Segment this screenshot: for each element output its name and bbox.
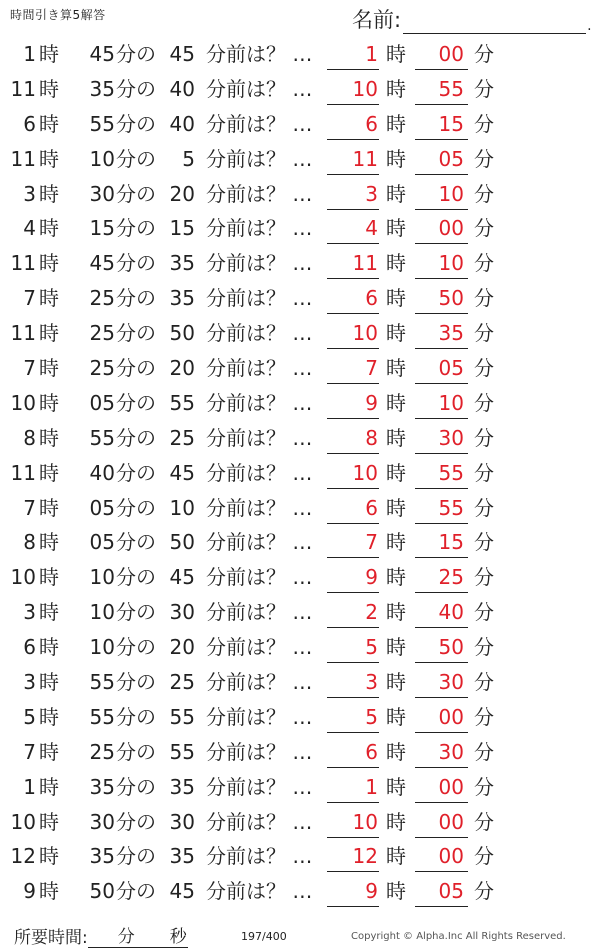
hour-unit: 時 [39,565,59,590]
question-minute: 30 [89,181,115,206]
before-label: 分前は？ … [206,879,313,904]
minute-of-label: 分の [116,774,156,799]
problem-row [0,492,600,527]
before-label: 分前は？ … [206,321,313,346]
minute-of-label: 分の [116,181,156,206]
answer-minute: 00 [438,704,464,729]
minute-of-label: 分の [116,321,156,346]
question-minute: 30 [89,809,115,834]
question-hour: 7 [23,356,36,381]
minute-of-label: 分の [116,251,156,276]
answer-hour-unit: 時 [386,321,406,346]
answer-minute: 25 [438,565,464,590]
subtract-minutes: 10 [169,495,195,520]
hour-unit: 時 [39,879,59,904]
subtract-minutes: 45 [169,42,195,66]
before-label: 分前は？ … [206,425,313,450]
problem-row [0,596,600,631]
question-minute: 10 [89,600,115,625]
question-minute: 35 [89,774,115,799]
subtract-minutes: 40 [169,76,195,101]
answer-minute-unit: 分 [474,739,494,764]
answer-minute: 55 [438,460,464,485]
hour-unit: 時 [39,425,59,450]
answer-hour: 11 [352,146,378,171]
subtract-minutes: 25 [169,425,195,450]
answer-hour: 7 [365,356,378,381]
minute-of-label: 分の [116,739,156,764]
before-label: 分前は？ … [206,111,313,136]
answer-minute-unit: 分 [474,460,494,485]
minute-of-label: 分の [116,356,156,381]
question-minute: 55 [89,704,115,729]
answer-hour: 5 [365,704,378,729]
answer-hour: 9 [365,390,378,415]
answer-minute: 40 [438,600,464,625]
answer-minute-unit: 分 [474,390,494,415]
before-label: 分前は？ … [206,216,313,241]
hour-unit: 時 [39,844,59,869]
answer-hour: 9 [365,879,378,904]
subtract-minutes: 35 [169,774,195,799]
problem-row [0,561,600,596]
answer-minute: 50 [438,635,464,660]
before-label: 分前は？ … [206,146,313,171]
subtract-minutes: 55 [169,390,195,415]
hour-unit: 時 [39,76,59,101]
answer-hour: 10 [352,321,378,346]
answer-minute-unit: 分 [474,809,494,834]
before-label: 分前は？ … [206,670,313,695]
answer-hour: 1 [365,774,378,799]
subtract-minutes: 45 [169,879,195,904]
answer-hour-unit: 時 [386,76,406,101]
hour-unit: 時 [39,146,59,171]
answer-minute: 05 [438,879,464,904]
question-hour: 8 [23,530,36,555]
answer-minute-unit: 分 [474,600,494,625]
answer-hour: 12 [352,844,378,869]
answer-minute: 00 [438,809,464,834]
subtract-minutes: 30 [169,600,195,625]
answer-minute-unit: 分 [474,111,494,136]
question-minute: 55 [89,111,115,136]
answer-hour-unit: 時 [386,530,406,555]
before-label: 分前は？ … [206,704,313,729]
subtract-minutes: 20 [169,181,195,206]
before-label: 分前は？ … [206,495,313,520]
before-label: 分前は？ … [206,356,313,381]
question-minute: 50 [89,879,115,904]
problem-row [0,736,600,771]
minute-of-label: 分の [116,809,156,834]
answer-minute: 15 [438,530,464,555]
problem-row [0,666,600,701]
hour-unit: 時 [39,356,59,381]
before-label: 分前は？ … [206,844,313,869]
answer-hour: 1 [365,42,378,66]
minute-of-label: 分の [116,600,156,625]
subtract-minutes: 5 [182,146,195,171]
problem-row [0,178,600,213]
answer-hour-unit: 時 [386,774,406,799]
hour-unit: 時 [39,390,59,415]
answer-minute: 55 [438,76,464,101]
problem-row [0,806,600,841]
hour-unit: 時 [39,251,59,276]
problem-row [0,108,600,143]
answer-hour: 3 [365,670,378,695]
question-hour: 7 [23,495,36,520]
question-minute: 40 [89,460,115,485]
question-minute: 05 [89,390,115,415]
question-hour: 10 [10,809,36,834]
question-hour: 4 [23,216,36,241]
hour-unit: 時 [39,530,59,555]
problem-row [0,457,600,492]
hour-unit: 時 [39,774,59,799]
question-minute: 25 [89,739,115,764]
question-minute: 05 [89,530,115,555]
problem-row [0,701,600,736]
name-label: 名前: [352,8,402,32]
minute-of-label: 分の [116,286,156,311]
hour-unit: 時 [39,321,59,346]
question-minute: 35 [89,76,115,101]
answer-hour-unit: 時 [386,216,406,241]
answer-minute-unit: 分 [474,844,494,869]
before-label: 分前は？ … [206,809,313,834]
before-label: 分前は？ … [206,565,313,590]
answer-hour: 10 [352,460,378,485]
answer-minute: 10 [438,181,464,206]
time-taken-label: 所要時間: [14,928,88,948]
before-label: 分前は？ … [206,181,313,206]
minute-of-label: 分の [116,844,156,869]
answer-minute-unit: 分 [474,321,494,346]
problem-row [0,317,600,352]
answer-hour-unit: 時 [386,286,406,311]
answer-hour: 2 [365,600,378,625]
minute-of-label: 分の [116,635,156,660]
answer-hour: 8 [365,425,378,450]
problem-row [0,282,600,317]
answer-minute-unit: 分 [474,181,494,206]
answer-minute-unit: 分 [474,495,494,520]
question-hour: 11 [10,251,36,276]
answer-minute-unit: 分 [474,635,494,660]
hour-unit: 時 [39,42,59,66]
question-minute: 25 [89,286,115,311]
answer-hour-unit: 時 [386,146,406,171]
answer-minute-unit: 分 [474,565,494,590]
before-label: 分前は？ … [206,600,313,625]
subtract-minutes: 25 [169,670,195,695]
answer-hour-unit: 時 [386,670,406,695]
answer-minute: 15 [438,111,464,136]
answer-minute-unit: 分 [474,216,494,241]
subtract-minutes: 35 [169,286,195,311]
subtract-minutes: 45 [169,460,195,485]
name-field [352,4,592,34]
before-label: 分前は？ … [206,460,313,485]
question-hour: 9 [23,879,36,904]
answer-hour: 11 [352,251,378,276]
answer-minute: 35 [438,321,464,346]
subtract-minutes: 35 [169,844,195,869]
question-minute: 15 [89,216,115,241]
question-hour: 7 [23,286,36,311]
answer-hour: 6 [365,111,378,136]
answer-hour: 6 [365,495,378,520]
minute-of-label: 分の [116,76,156,101]
question-hour: 5 [23,704,36,729]
answer-minute: 30 [438,425,464,450]
hour-unit: 時 [39,635,59,660]
answer-minute-unit: 分 [474,425,494,450]
answer-hour-unit: 時 [386,42,406,66]
question-hour: 10 [10,390,36,415]
problem-row [0,771,600,806]
minute-of-label: 分の [116,146,156,171]
minutes-unit: 分 [117,927,135,947]
minute-of-label: 分の [116,216,156,241]
hour-unit: 時 [39,670,59,695]
time-taken-blank[interactable] [88,927,188,948]
minute-of-label: 分の [116,879,156,904]
hour-unit: 時 [39,704,59,729]
answer-minute: 00 [438,216,464,241]
answer-hour-unit: 時 [386,390,406,415]
question-hour: 12 [10,844,36,869]
question-minute: 10 [89,565,115,590]
problem-list [0,38,600,910]
problem-row [0,875,600,910]
answer-minute-unit: 分 [474,530,494,555]
answer-minute-unit: 分 [474,774,494,799]
question-minute: 10 [89,635,115,660]
answer-hour-unit: 時 [386,460,406,485]
problem-row [0,143,600,178]
answer-hour: 10 [352,76,378,101]
before-label: 分前は？ … [206,530,313,555]
question-hour: 11 [10,76,36,101]
answer-hour-unit: 時 [386,251,406,276]
answer-minute: 00 [438,774,464,799]
question-hour: 1 [23,774,36,799]
question-hour: 3 [23,670,36,695]
answer-minute: 30 [438,739,464,764]
question-hour: 10 [10,565,36,590]
answer-minute-unit: 分 [474,42,494,66]
hour-unit: 時 [39,809,59,834]
copyright: Copyright © Alpha.Inc All Rights Reserved. [351,931,566,942]
question-minute: 05 [89,495,115,520]
answer-hour: 3 [365,181,378,206]
problem-row [0,38,600,73]
question-hour: 11 [10,460,36,485]
question-minute: 25 [89,321,115,346]
problem-row [0,212,600,247]
minute-of-label: 分の [116,530,156,555]
question-minute: 45 [89,251,115,276]
name-end-mark: . [587,18,592,34]
answer-hour: 7 [365,530,378,555]
problem-row [0,387,600,422]
hour-unit: 時 [39,286,59,311]
question-minute: 45 [89,42,115,66]
hour-unit: 時 [39,216,59,241]
before-label: 分前は？ … [206,286,313,311]
subtract-minutes: 55 [169,704,195,729]
answer-hour-unit: 時 [386,600,406,625]
before-label: 分前は？ … [206,42,313,66]
minute-of-label: 分の [116,670,156,695]
question-hour: 11 [10,321,36,346]
minute-of-label: 分の [116,495,156,520]
problem-row [0,352,600,387]
problem-row [0,526,600,561]
answer-hour: 6 [365,739,378,764]
answer-minute: 55 [438,495,464,520]
problem-row [0,73,600,108]
subtract-minutes: 55 [169,739,195,764]
answer-hour: 4 [365,216,378,241]
hour-unit: 時 [39,181,59,206]
before-label: 分前は？ … [206,251,313,276]
minute-of-label: 分の [116,42,156,66]
answer-minute-unit: 分 [474,251,494,276]
question-hour: 3 [23,600,36,625]
answer-minute-unit: 分 [474,146,494,171]
answer-hour-unit: 時 [386,809,406,834]
problem-row [0,840,600,875]
answer-hour-unit: 時 [386,565,406,590]
problem-row [0,247,600,282]
answer-minute: 30 [438,670,464,695]
problem-row [0,631,600,666]
before-label: 分前は？ … [206,390,313,415]
before-label: 分前は？ … [206,774,313,799]
answer-hour: 9 [365,565,378,590]
before-label: 分前は？ … [206,739,313,764]
subtract-minutes: 50 [169,530,195,555]
answer-minute: 00 [438,844,464,869]
answer-minute: 10 [438,251,464,276]
question-hour: 6 [23,635,36,660]
answer-hour-unit: 時 [386,739,406,764]
answer-minute-unit: 分 [474,704,494,729]
answer-hour-unit: 時 [386,181,406,206]
seconds-unit: 秒 [169,927,187,947]
answer-minute-unit: 分 [474,356,494,381]
before-label: 分前は？ … [206,635,313,660]
subtract-minutes: 35 [169,251,195,276]
answer-minute: 10 [438,390,464,415]
answer-minute-unit: 分 [474,76,494,101]
answer-minute: 00 [438,42,464,66]
minute-of-label: 分の [116,704,156,729]
minute-of-label: 分の [116,460,156,485]
answer-hour-unit: 時 [386,495,406,520]
name-blank[interactable] [403,11,586,34]
question-hour: 11 [10,146,36,171]
minute-of-label: 分の [116,565,156,590]
answer-hour-unit: 時 [386,704,406,729]
subtract-minutes: 45 [169,565,195,590]
subtract-minutes: 50 [169,321,195,346]
hour-unit: 時 [39,460,59,485]
answer-minute-unit: 分 [474,286,494,311]
answer-hour-unit: 時 [386,635,406,660]
subtract-minutes: 40 [169,111,195,136]
question-minute: 35 [89,844,115,869]
worksheet-title: 時間引き算5解答 [10,8,106,22]
minute-of-label: 分の [116,425,156,450]
answer-hour-unit: 時 [386,111,406,136]
question-minute: 10 [89,146,115,171]
hour-unit: 時 [39,739,59,764]
subtract-minutes: 20 [169,356,195,381]
answer-hour: 5 [365,635,378,660]
answer-hour-unit: 時 [386,844,406,869]
subtract-minutes: 15 [169,216,195,241]
hour-unit: 時 [39,600,59,625]
problem-row [0,422,600,457]
before-label: 分前は？ … [206,76,313,101]
question-minute: 25 [89,356,115,381]
answer-minute-unit: 分 [474,670,494,695]
minute-of-label: 分の [116,390,156,415]
question-hour: 8 [23,425,36,450]
question-hour: 7 [23,739,36,764]
answer-hour-unit: 時 [386,879,406,904]
hour-unit: 時 [39,111,59,136]
page-number: 197/400 [241,930,287,943]
question-hour: 6 [23,111,36,136]
hour-unit: 時 [39,495,59,520]
question-minute: 55 [89,425,115,450]
answer-hour-unit: 時 [386,425,406,450]
answer-hour: 10 [352,809,378,834]
answer-minute: 05 [438,356,464,381]
subtract-minutes: 20 [169,635,195,660]
question-hour: 1 [23,42,36,66]
answer-minute: 05 [438,146,464,171]
subtract-minutes: 30 [169,809,195,834]
time-taken [14,923,188,948]
answer-minute: 50 [438,286,464,311]
minute-of-label: 分の [116,111,156,136]
answer-hour-unit: 時 [386,356,406,381]
question-hour: 3 [23,181,36,206]
answer-hour: 6 [365,286,378,311]
question-minute: 55 [89,670,115,695]
answer-minute-unit: 分 [474,879,494,904]
